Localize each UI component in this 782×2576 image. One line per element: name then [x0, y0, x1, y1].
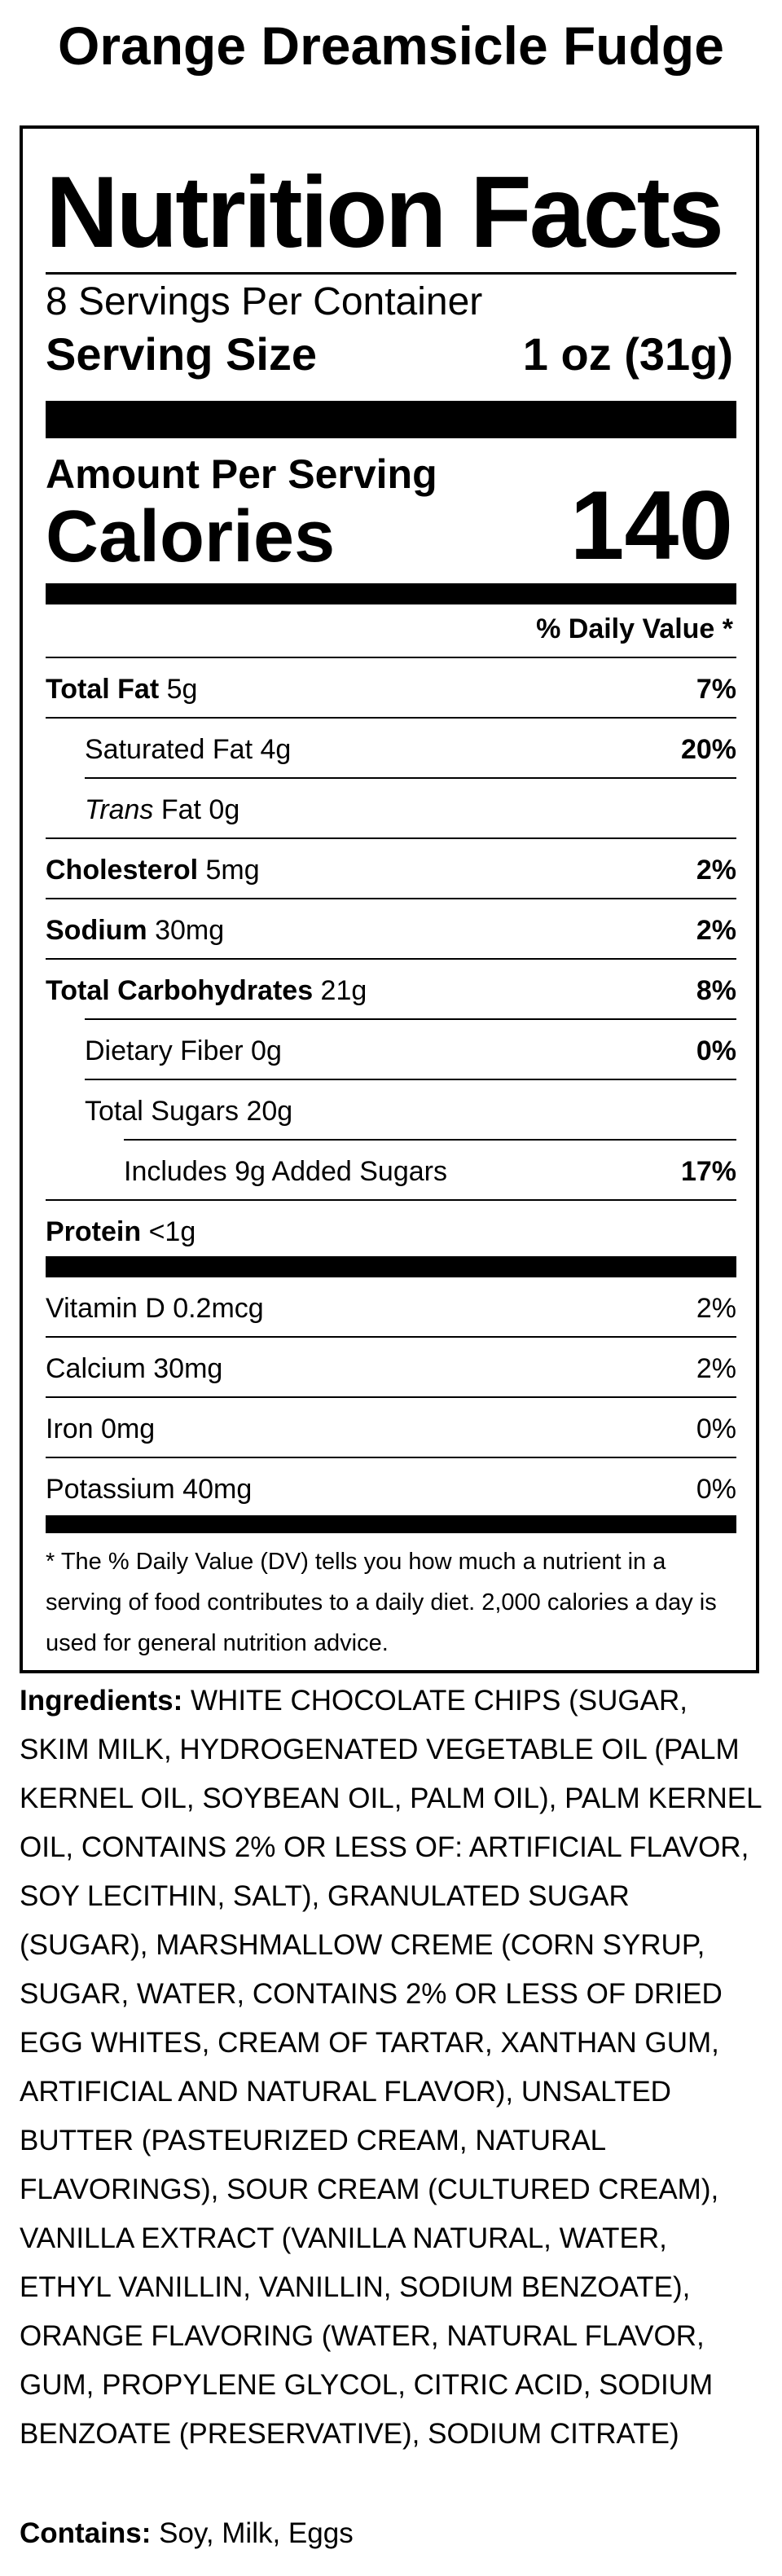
- thick-divider: [46, 401, 736, 438]
- nutrient-name: Cholesterol 5mg: [46, 855, 260, 886]
- nutrient-name: Total Carbohydrates 21g: [46, 975, 367, 1006]
- nutrient-row-total-carbohydrates: [46, 960, 736, 1020]
- nutrient-row-added-sugars: [46, 1141, 736, 1201]
- calories-value: 140: [569, 471, 733, 580]
- vitamin-name: Calcium 30mg: [46, 1353, 223, 1384]
- nutrition-facts-heading: Nutrition Facts: [46, 156, 722, 269]
- medium-divider: [46, 1515, 736, 1533]
- medium-divider: [46, 1256, 736, 1277]
- nutrient-name: Includes 9g Added Sugars: [124, 1156, 447, 1187]
- vitamin-row-calcium: [46, 1338, 736, 1398]
- vitamin-dv: 0%: [696, 1413, 736, 1444]
- calories-label: Calories: [46, 496, 336, 578]
- nutrient-row-cholesterol: [46, 839, 736, 899]
- vitamin-row-potassium: [46, 1458, 736, 1515]
- product-title: Orange Dreamsicle Fudge: [58, 15, 724, 76]
- vitamin-row-iron: [46, 1398, 736, 1458]
- servings-per-container: 8 Servings Per Container: [46, 280, 483, 323]
- nutrient-name: Saturated Fat 4g: [85, 734, 292, 765]
- serving-size-label: Serving Size: [46, 328, 318, 380]
- vitamin-name: Iron 0mg: [46, 1413, 156, 1444]
- nutrition-facts-label: [20, 125, 759, 1673]
- nutrient-row-saturated-fat: [46, 719, 736, 779]
- nutrient-row-total-sugars: [46, 1080, 736, 1141]
- nutrient-dv: 2%: [696, 855, 736, 886]
- nutrient-row-sodium: [46, 899, 736, 960]
- nutrient-name: Total Fat 5g: [46, 674, 198, 705]
- nutrient-row-dietary-fiber: [46, 1020, 736, 1080]
- vitamin-row-vitamin-d: [46, 1277, 736, 1338]
- nutrient-name: Sodium 30mg: [46, 915, 225, 946]
- nutrient-name: Trans Fat 0g: [85, 794, 240, 825]
- medium-divider: [46, 583, 736, 604]
- daily-value-header: % Daily Value *: [536, 613, 733, 644]
- vitamin-dv: 0%: [696, 1474, 736, 1505]
- daily-value-footnote: * The % Daily Value (DV) tells you how much a nutrient in a serving of food contributes to a daily diet. 2,000 calories a day is used for general nutrition advice.: [46, 1549, 717, 1656]
- nutrient-dv: 17%: [680, 1156, 736, 1187]
- ingredients-label: Ingredients:: [20, 1685, 183, 1717]
- ingredients-text: WHITE CHOCOLATE CHIPS (SUGAR, SKIM MILK, HYDROGENATED VEGETABLE OIL (PALM KERNEL OIL, SOYBEAN OIL, PALM OIL), PALM KERNEL OIL, CONTAINS 2% OR LESS OF: ARTIFICIAL FLAVOR, SOY LECITHIN, SALT), GRANULATED SUGAR (SUGAR), MARSHMALLOW CREME (CORN SYRUP, SUGAR, WATER, CONTAINS 2% OR LESS OF DRIED EGG WHITES, CREAM OF TARTAR, XANTHAN GUM, ARTIFICIAL AND NATURAL FLAVOR), UNSALTED BUTTER (PASTEURIZED CREAM, NATURAL FLAVORINGS), SOUR CREAM (CULTURED CREAM), VANILLA EXTRACT (VANILLA NATURAL, WATER, ETHYL VANILLIN, VANILLIN, SODIUM BENZOATE), ORANGE FLAVORING (WATER, NATURAL FLAVOR, GUM, PROPYLENE GLYCOL, CITRIC ACID, SODIUM BENZOATE (PRESERVATIVE), SODIUM CITRATE): [20, 1685, 762, 2450]
- nutrient-name: Dietary Fiber 0g: [85, 1035, 282, 1066]
- nutrient-row-trans-fat: [46, 779, 736, 839]
- amount-per-serving: Amount Per Serving: [46, 451, 437, 497]
- divider: [46, 272, 736, 275]
- nutrient-row-total-fat: [46, 658, 736, 719]
- nutrient-dv: 8%: [696, 975, 736, 1006]
- vitamin-name: Vitamin D 0.2mcg: [46, 1293, 264, 1324]
- nutrient-name: Protein <1g: [46, 1216, 196, 1247]
- nutrient-dv: 20%: [680, 734, 736, 765]
- nutrient-dv: 7%: [696, 674, 736, 705]
- allergen-statement: [20, 2509, 762, 2558]
- serving-size-value: 1 oz (31g): [522, 328, 733, 380]
- vitamin-name: Potassium 40mg: [46, 1474, 253, 1505]
- nutrient-dv: 2%: [696, 915, 736, 946]
- contains-label: Contains:: [20, 2517, 152, 2549]
- ingredients-statement: [20, 1677, 762, 2459]
- contains-text: Soy, Milk, Eggs: [151, 2517, 354, 2549]
- nutrient-name: Total Sugars 20g: [85, 1096, 293, 1127]
- vitamin-dv: 2%: [696, 1353, 736, 1384]
- nutrient-row-protein: [46, 1201, 736, 1256]
- vitamin-dv: 2%: [696, 1293, 736, 1324]
- nutrient-dv: 0%: [696, 1035, 736, 1066]
